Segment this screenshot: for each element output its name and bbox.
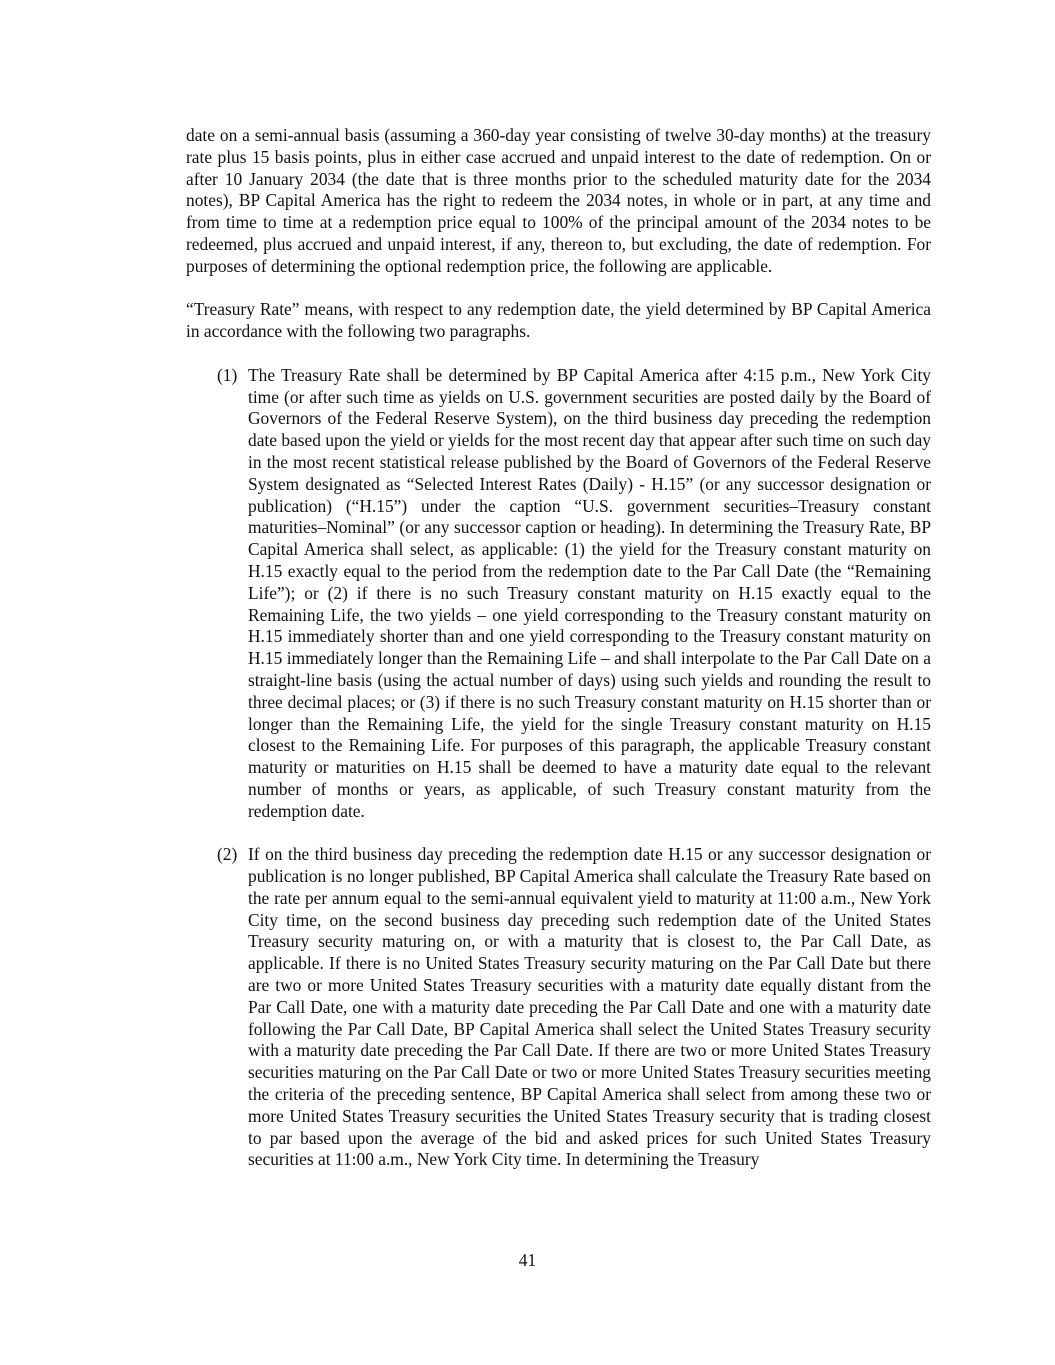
list-item-number: (2) xyxy=(217,844,238,865)
list-item-number: (1) xyxy=(217,364,238,385)
paragraph-treasury-rate-definition: “Treasury Rate” means, with respect to any redemption date, the yield determined by BP Capital America in accordance with the following two paragraphs. xyxy=(186,299,931,342)
list-item xyxy=(186,365,931,823)
document-page xyxy=(186,125,931,1193)
page-number: 41 xyxy=(518,1250,537,1270)
list-item xyxy=(186,844,931,1171)
list-item-text: If on the third business day preceding the redemption date H.15 or any successor designation or publication is no longer published, BP Capital America shall calculate the Treasury Rate based on the rate per annum equal to the semi-annual equivalent yield to maturity at 11:00 a.m., New York City time, on the second business day preceding such redemption date of the United States Treasury security maturing on, or with a maturity that is closest to, the Par Call Date, as applicable. If there is no United States Treasury security maturing on the Par Call Date but there are two or more United States Treasury securities with a maturity date equally distant from the Par Call Date, one with a maturity date preceding the Par Call Date and one with a maturity date following the Par Call Date, BP Capital America shall select the United States Treasury security with a maturity date preceding the Par Call Date. If there are two or more United States Treasury securities maturing on the Par Call Date or two or more United States Treasury securities meeting the criteria of the preceding sentence, BP Capital America shall select from among these two or more United States Treasury securities the United States Treasury security that is trading closest to par based upon the average of the bid and asked prices for such United States Treasury securities at 11:00 a.m., New York City time. In determining the Treasury xyxy=(248,844,931,1170)
list-item-text: The Treasury Rate shall be determined by BP Capital America after 4:15 p.m., New York City time (or after such time as yields on U.S. government securities are posted daily by the Board of Governors of the Federal Reserve System), on the third business day preceding the redemption date based upon the yield or yields for the most recent day that appear after such time on such day in the most recent statistical release published by the Board of Governors of the Federal Reserve System designated as “Selected Interest Rates (Daily) - H.15” (or any successor designation or publication) (“H.15”) under the caption “U.S. government securities–Treasury constant maturities–Nominal” (or any successor caption or heading). In determining the Treasury Rate, BP Capital America shall select, as applicable: (1) the yield for the Treasury constant maturity on H.15 exactly equal to the period from the redemption date to the Par Call Date (the “Remaining Life”); or (2) if there is no such Treasury constant maturity on H.15 exactly equal to the Remaining Life, the two yields – one yield corresponding to the Treasury constant maturity on H.15 immediately shorter than and one yield corresponding to the Treasury constant maturity on H.15 immediately longer than the Remaining Life – and shall interpolate to the Par Call Date on a straight-line basis (using the actual number of days) using such yields and rounding the result to three decimal places; or (3) if there is no such Treasury constant maturity on H.15 shorter than or longer than the Remaining Life, the yield for the single Treasury constant maturity on H.15 closest to the Remaining Life. For purposes of this paragraph, the applicable Treasury constant maturity or maturities on H.15 shall be deemed to have a maturity date equal to the relevant number of months or years, as applicable, of such Treasury constant maturity from the redemption date. xyxy=(248,364,931,821)
paragraph-redemption-terms: date on a semi-annual basis (assuming a 360-day year consisting of twelve 30-day months) at the treasury rate plus 15 basis points, plus in either case accrued and unpaid interest to the date of redemption. On or after 10 January 2034 (the date that is three months prior to the scheduled maturity date for the 2034 notes), BP Capital America has the right to redeem the 2034 notes, in whole or in part, at any time and from time to time at a redemption price equal to 100% of the principal amount of the 2034 notes to be redeemed, plus accrued and unpaid interest, if any, thereon to, but excluding, the date of redemption. For purposes of determining the optional redemption price, the following are applicable. xyxy=(186,125,931,276)
